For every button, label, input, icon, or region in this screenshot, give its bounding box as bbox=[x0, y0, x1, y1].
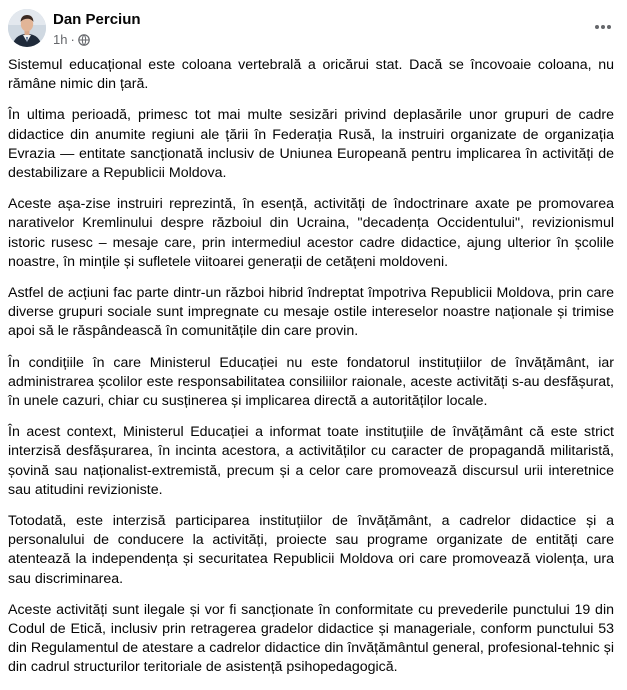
avatar-photo-icon bbox=[8, 9, 46, 47]
post-timestamp[interactable]: 1h bbox=[53, 32, 68, 47]
meta-separator: · bbox=[70, 32, 75, 47]
post-paragraph: În ultima perioadă, primesc tot mai multe sesizări privind deplasările unor grupuri de cadre didactice din anumite regiuni ale țării în Federația Rusă, la instruiri organizate de organizația Evrazia — entitate sancționată inclusiv de Uniunea Europeană pentru implicarea în activități de destabilizare a Republicii Moldova. bbox=[8, 107, 614, 182]
author-name[interactable]: Dan Perciun bbox=[53, 11, 141, 28]
post-header bbox=[8, 9, 619, 53]
post-paragraph: Totodată, este interzisă participarea instituțiilor de învățământ, a cadrelor didactice și a personalului de conducere la activități, proiecte sau programe organizate de entități care atentează la independența și securitatea Republicii Moldova ori care promovează violența, ura sau discriminarea. bbox=[8, 513, 614, 587]
globe-icon[interactable] bbox=[78, 34, 90, 46]
more-options-button[interactable] bbox=[589, 13, 617, 41]
more-options-icon bbox=[593, 17, 613, 37]
post-meta bbox=[53, 32, 90, 48]
post-paragraph: În condițiile în care Ministerul Educației nu este fondatorul instituțiilor de învățământ, iar administrarea școlilor este responsabilitatea consiliilor raionale, aceste activități s-au desfășurat, în unele cazuri, chiar cu susținerea și implicarea directă a autorităților locale. bbox=[8, 354, 614, 410]
post-paragraph: Astfel de acțiuni fac parte dintr-un război hibrid îndreptat împotriva Republicii Moldova, prin care diverse grupuri sociale sunt impregnate cu mesaje ostile intereselor noastre naționale și trimise apoi să le răspândească în comunitățile din care provin. bbox=[8, 285, 614, 340]
author-avatar[interactable] bbox=[8, 9, 46, 47]
post-paragraph: Aceste așa-zise instruiri reprezintă, în esență, activități de îndoctrinare axate pe promovarea narativelor Kremlinului despre războiul din Ucraina, "decadența Occidentului", revizionismul istoric rusesc – mesaje care, prin intermediul acestor cadre didactice, ajung ulterior în școlile noastre, în mințile și sufletele viitoarei generații de cetățeni moldoveni. bbox=[8, 196, 614, 270]
post-body bbox=[8, 56, 614, 690]
post-paragraph: Sistemul educațional este coloana vertebrală a oricărui stat. Dacă se încovoaie coloana, nu rămâne nimic din țară. bbox=[8, 57, 614, 93]
post-paragraph: În acest context, Ministerul Educației a informat toate instituțiile de învățământ că este strict interzisă desfășurarea, în incinta acestora, a activităților cu caracter de propagandă militaristă, șovină sau naționalist-extremistă, precum și a celor care promovează discursul urii interetnice sau atitudini revizioniste. bbox=[8, 424, 614, 498]
post-paragraph: Aceste activități sunt ilegale și vor fi sancționate în conformitate cu prevederile punctului 19 din Codul de Etică, inclusiv prin retragerea gradelor didactice și manageriale, conform punctului 53 din Regulamentul de atestare a cadrelor didactice din învățământul general, profesional-tehnic și din cadrul structurilor teritoriale de asistență psihopedagogică. bbox=[8, 601, 614, 676]
